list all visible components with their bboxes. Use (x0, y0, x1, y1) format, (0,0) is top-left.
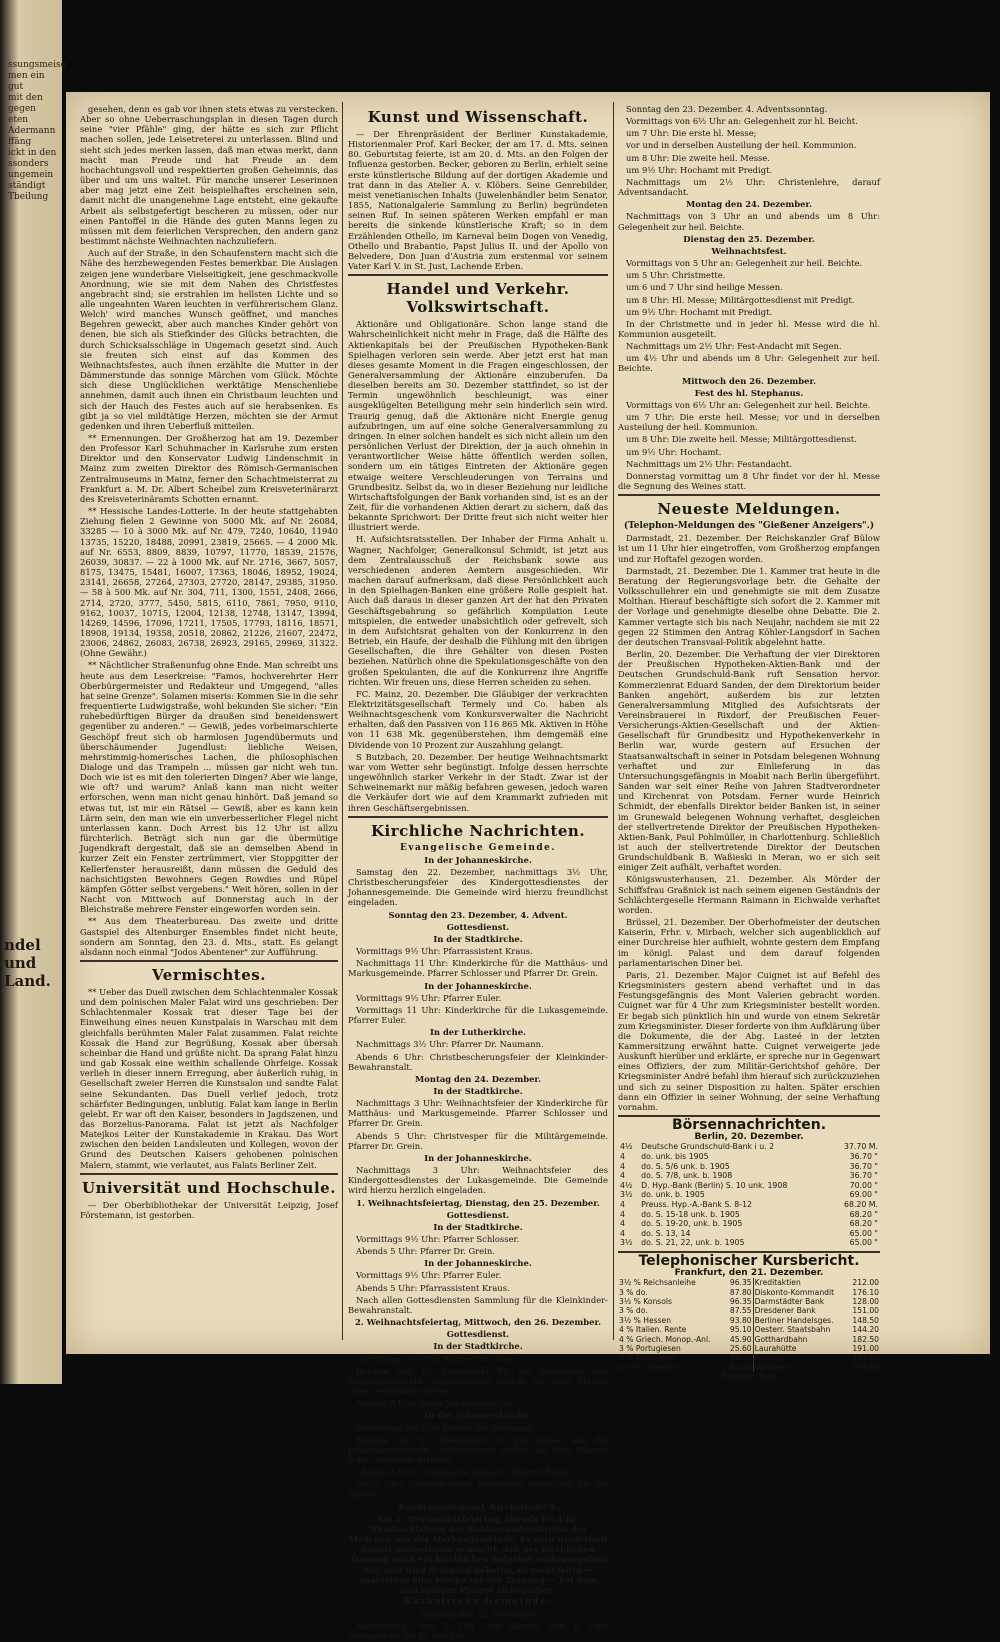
church-line: Beichte und hl. Abendmahl für die Lukas- und die Johannesgemeinde. Anmeldungen vorher bei dem Pfarrer jeder Gemeinde erbeten. (348, 1434, 608, 1465)
boerse-cell: 69.00 " (849, 1190, 878, 1200)
kurs-cell: 87.55 (729, 1306, 752, 1316)
section-rule (348, 274, 608, 276)
church-line: Am 2. Weihnachtsfeiertag, abends 6½ Uhr, Weihnachtsfeier des Konfirmandenvereins der Mädchen aus der Markusgemeinde. Es wird wiederholt darauf aufmerksam gemacht, daß der kirchlichen Trauung auch ein kirchliches Aufgebot vorherzugehen hat, und wird dringend gebeten, es rechtzeitig — spätestens eine Woche vor der Trauung — bei dem zuständigen Pfarrer zu bestellen. (348, 1513, 608, 1595)
church-line: Weihnachtsfest. (711, 245, 787, 256)
boerse-cell: 70.00 " (849, 1180, 878, 1190)
boerse-cell: 68.20 M. (843, 1199, 878, 1209)
church-line: Samstag den 22. Dezember (419, 1609, 537, 1620)
section-subheading-telephon: (Telephon-Meldungen des "Gießener Anzeigers".) (623, 521, 875, 532)
adjacent-page-heading: ndel und Land. (4, 936, 51, 990)
church-line: um 8 Uhr: Die zweite heil. Messe; Militärgottesdienst. (626, 434, 857, 445)
boerse-cell: Preuss. Hyp.-A.-Bank S. 8-12 (641, 1199, 752, 1209)
kurs-cell: 170.80 (852, 1362, 879, 1372)
boerse-cell: 3½ (620, 1190, 633, 1200)
column-right (618, 104, 880, 1382)
church-line: Abends 5 Uhr: Pfarrer Dr. Grein. (356, 1246, 495, 1257)
kurs-cell: 173.60 (852, 1353, 879, 1363)
subheading-katholisch: Katholische Gemeinde. (403, 1597, 553, 1607)
church-line: Vormittags von 6½ Uhr an: Gelegenheit zur heil. Beichte. (626, 399, 871, 410)
kurs-cell: 96.35 (729, 1297, 752, 1307)
church-line: Vormittags von 5 Uhr an: Gelegenheit zur heil. Beichte. (626, 258, 863, 269)
adjacent-page-fragment (0, 0, 66, 1384)
boerse-cell: 68.20 " (849, 1219, 878, 1229)
church-line: Abends 5 Uhr: Liturgische Andacht. Pfarrer Euler. (356, 1467, 570, 1478)
news-item: Paris, 21. Dezember. Major Cuignet ist auf Befehl des Kriegsministers gestern abend verhaftet und in das Festungsgefängnis des Mont Valerien gebracht worden. Cuignet war für 4 Uhr zum Kriegsminister bestellt worden. Er begab sich pünktlich hin und wurde von einem Sekretär zum Kriegsminister. Dieser forderte von ihm Aufklärung über die Dokumente, die der Abg. Lasteé in der letzten Kammersitzung erwähnt hatte. Cuignet verweigerte jede Auskunft hierüber und erklärte, er spreche nur in Gegenwart eines Offiziers, der zum Militär-Gerichtshof gehöre. Der Kriegsminister André befahl ihm hierauf sich zurückzuziehen und sich zu seiner Disposition zu halten. Später erschien dann ein Offizier in seiner Wohnung, der seine Verhaftung vornahm. (618, 969, 880, 1112)
boerse-row (618, 1181, 880, 1191)
kurs-cell: 3 % Portugiesen (619, 1344, 681, 1354)
church-line: Abends 5 Uhr: Pfarrassistent Kraus. (356, 1282, 510, 1293)
kurs-cell: 3½ % Reichsanleihe (619, 1278, 696, 1288)
church-line: Donnerstag vormittag um 8 Uhr findet vor der hl. Messe die Segnung des Weines statt. (618, 470, 880, 491)
church-line: In der Johanneskirche. (424, 1410, 532, 1421)
kurs-cell: Diskonto-Kommandit (753, 1288, 847, 1297)
boerse-cell: 4 (620, 1171, 625, 1181)
kurs-row (618, 1306, 880, 1315)
church-line: Gottesdienst. (446, 1209, 510, 1220)
boerse-cell: 4 (620, 1151, 625, 1161)
church-line: vor und in derselben Austeilung der heil. Kommunion. (626, 140, 857, 151)
fragment-line: ständigt (8, 181, 46, 191)
kurs-row (618, 1344, 880, 1353)
kurs-cell: 151.00 (852, 1306, 879, 1316)
kurs-cell: Bochum (753, 1353, 847, 1362)
article-uni: — Der Oberbibliothekar der Universität Leipzig, Josef Förstemann, ist gestorben. (80, 1199, 338, 1220)
kurs-cell: 45.90 (729, 1334, 752, 1344)
church-line: Nachmittags um 2½ Uhr: Christenlehre, darauf Adventsandacht. (618, 176, 880, 198)
church-line: Nach allen Gottesdiensten besondere Sammlung für die Armen. (348, 1479, 608, 1500)
church-line: In der Johanneskirche. (424, 1258, 532, 1269)
church-line: Vormittags 9½ Uhr: Pfarrer Euler. (356, 1270, 502, 1281)
boerse-cell: do. S. 19-20, unk. b. 1905 (641, 1219, 743, 1229)
church-schedule (348, 855, 608, 1595)
fragment-line: ungemein (8, 170, 54, 180)
church-line: In der Johanneskirche. (424, 1152, 532, 1163)
adjacent-page-text (0, 60, 66, 203)
news-item: Berlin, 20. Dezember. Die Verhaftung der vier Direktoren der Preußischen Hypotheken-Aktien-Bank und der Deutschen Grundschuld-Bank ruft Sensation hervor. Kommerzienrat Eduard Sanden, der dem Direktorium beider Banken angehört, außerdem bis zur letzten Generalversammlung Mitglied des Aufsichtsrats der Vereinsbrauerei in Rixdorf, der Preußischen Feuer-Versicherungs-Aktien-Gesellschaft und der Aktien-Gesellschaft für Grundbesitz und Hypothekenverkehr in Berlin war, wurde gestern auf Ersuchen der Staatsanwaltschaft in seiner in Potsdam belegenen Wohnung verhaftet und zur Einlieferung in das Untersuchungsgefängnis in Moabit nach Berlin übergeführt. Sanden war seit einer Reihe von Jahren Stadtverordneter und Kirchenrat von Potsdam. Ferner wurde Heinrich Schmidt, der ebenfalls Direktor beider Banken ist, in seiner im Grunewald belegenen Wohnung verhaftet, desgleichen der stellvertretende Direktor der Preußischen Hypotheken-Aktien-Bank, Paul Pohlmüller, in Charlottenburg. Schließlich ist auch der stellvertretende Direktor der Deutschen Grundschuldbank B. Waßieski in Meran, wo er sich seit einiger Zeit aufhält, verhaftet worden. (618, 649, 880, 873)
boerse-cell: do. S. 7/8, unk. b. 1908 (641, 1171, 733, 1181)
church-line: In der Johanneskirche. (424, 854, 532, 865)
church-line: In der Stadtkirche. (433, 1341, 523, 1352)
church-line: 1. Weihnachtsfeiertag, Dienstag, den 25. Dezember. (356, 1197, 600, 1208)
section-rule (618, 494, 880, 496)
church-line: um 8 Uhr: Hl. Messe; Militärgottesdienst mit Predigt. (626, 294, 855, 305)
church-line: Konfirmandensaal, Kirchstraße 9. (398, 1501, 558, 1512)
boerse-heading: Börsennachrichten. (671, 1117, 827, 1134)
boerse-cell: D. Hyp.-Bank (Berlin) S. 10 unk. 1908 (641, 1180, 788, 1190)
boerse-row (618, 1142, 880, 1152)
kurs-cell: Berliner Handelsges. (753, 1316, 847, 1325)
fragment-line: gegen (8, 104, 36, 114)
column-rule (613, 102, 614, 1340)
church-line: In der Stadtkirche. (433, 1085, 523, 1096)
kursbericht-heading: Telephonischer Kursbericht. (638, 1252, 860, 1269)
church-line: Beichte und hl. Abendmahl für die Matthäus- und Markusgemeinde. Anmeldungen vorher bei dem Pfarrer jeder Gemeinde erbeten. (348, 1365, 608, 1397)
article-aktionaere: Aktionäre und Obligationäre. Schon lange stand die Wahrscheinlichkeit nicht mehr in Frage, daß die Hälfte des Aktienkapitals bei der Preußischen Hypotheken-Bank Spielhagen verloren sein werde. Aber jetzt erst hat man dieses gesamte Moment in die Fragen eingeschlossen, der Generalversammlung der Aktionäre einzuberufen. Da dieselben bereits am 30. Dezember stattfindet, so ist der Termin ungewöhnlich beschleunigt, was einer ausgeklügelten Beteiligung mehr sein hinderlich sein wird. Traurig genug, daß die Aktionäre nicht Energie genug aufzubringen, um auf eine solche Generalversammlung zu dringen. In einer solchen handelt es sich nicht allein um den persönlichen Verlust der Direktion, der ja auch ohnehin in verantwortlicher Weise hätte öffentlich werden sollen, sondern um ein tätiges Eintreten der Aktionäre gegen etwaige weitere Verschleuderungen von Terrains und Grundbesitz. Selbst da, wo in dieser Beziehung nur leidliche Wirtschaftsfolgungen der Bank vorhanden sind, ist es an der Zeit, für die vorhandenen Aktien derart zu sichern, daß das bekannte Sprichwort: Der Dritte freut sich nicht weiter hier illustriert werde. (348, 319, 608, 533)
kurs-cell: 128.00 (852, 1297, 879, 1307)
column-rule (342, 102, 343, 1340)
church-line: 2. Weihnachtsfeiertag, Mittwoch, den 26. Dezember. (354, 1317, 602, 1328)
news-item: Königswusterhausen, 21. Dezember. Als Mörder der Schiffsfrau Graßnick ist nach seinem eigenen Geständnis der Schlächtergeselle Hermann Raimann in Eichwalde verhaftet worden. (618, 874, 880, 915)
kurs-row (618, 1316, 880, 1325)
church-line: Montag den 24. Dezember. (686, 199, 812, 210)
boerse-cell: 4 (620, 1228, 625, 1238)
fragment-line: Tbeilung (8, 192, 49, 202)
fragment-line: eten (8, 115, 29, 125)
article-theater: ** Aus dem Theaterbureau. Das zweite und dritte Gastspiel des Altenburger Ensembles findet nicht heute, sondern am Sonntag, den 23. d. Mts., statt. Es gelangt alsdann noch einmal "Jodos Abentener" zur Aufführung. (80, 916, 338, 957)
kurs-row (618, 1363, 880, 1372)
kurs-row (618, 1353, 880, 1362)
church-line: um 9½ Uhr: Hochamt mit Predigt. (626, 306, 773, 317)
church-line: Samstag den 22. Dezember, nachmittags 3½ Uhr, Christbescherungsfeier des Kindergottesdienstes der Johannesgemeinde. Die Gemeinde wird hierzu freundlichst eingeladen. (348, 867, 608, 908)
section-heading-handel: Handel und Verkehr. Volkswirtschaft. (386, 280, 570, 317)
boerse-row (618, 1238, 880, 1248)
church-line: um 6 und 7 Uhr sind heilige Messen. (626, 282, 783, 293)
boerse-row (618, 1190, 880, 1200)
tendenz: Tendenz: fest. (721, 1372, 777, 1382)
news-list (618, 533, 880, 1112)
kurs-cell: Laurahütte (753, 1344, 847, 1353)
church-line: In der Lutherkirche. (430, 1027, 526, 1038)
kurs-cell: 3½ % Hessen (619, 1315, 672, 1325)
kurs-row (618, 1335, 880, 1344)
church-line: Dienstag den 25. Dezember. (683, 233, 815, 244)
kurs-cell: Darmstädter Bank (753, 1297, 847, 1306)
boerse-city: Berlin, 20. Dezember. (694, 1132, 804, 1143)
church-line: Fest des hl. Stephanus. (694, 387, 804, 398)
boerse-cell: 36.70 " (849, 1161, 878, 1171)
article-butzbach: S Butzbach, 20. Dezember. Der heutige Weihnachtsmarkt war vom Wetter sehr begünstigt. Infolge dessen herrschte ungewöhnlich starker Verkehr in der Stadt. Zwar ist der Schweinemarkt nur mäßig befahren gewesen, jedoch waren die Verkäufer dort wie auf dem Krammarkt zufrieden mit ihren Geschäftsergebnissen. (348, 751, 608, 813)
section-rule (348, 816, 608, 818)
kurs-cell: Harpener (753, 1363, 847, 1372)
news-item: Brüssel, 21. Dezember. Der Oberhofmeister der deutschen Kaiserin, Frhr. v. Mirbach, welcher sich augenblicklich auf einer Durchreise hier aufhielt, wohnte gestern dem Empfang im königl. Palast und dem darauf folgenden parlamentarischen Diner bei. (618, 917, 880, 968)
kurs-cell: 3½ % Konsols (619, 1297, 672, 1307)
kurs-table (618, 1278, 880, 1372)
boerse-cell: do. S. 21, 22, unk. b. 1905 (641, 1238, 745, 1248)
article-paragraph: Auch auf der Straße, in den Schaufenstern macht sich die Nähe des herzbewegenden Festes bemerkbar. Die Auslagen zeigen jene wunderbare Vielseitigkeit, jene geschmackvolle Anordnung, wie sie mit dem Nahen des Christfestes angebracht sind; sie erstrahlen im hellsten Lichte und so alle ungeahnten Waren leuchten in verführerischem Glanz. Welch' wird manches Wunsch geöffnet, und manches Begehren geweckt, aber auch manches Kinder gehört von denen, bie sich als Stiefkinder des Glücks betrachten, die durch Schicksalsschläge in Ungemach gesetzt sind. Auch sie freuten sich einst auf das Kommen des Weihnachtsfestes, auch ihnen erzählte die Mutter in der Dämmerstunde das sonnige Märchen vom Glück. Möchte sich diese Unglücklichen werktätige Menschenliebe annehmen, damit auch ihnen ein Christbaum leuchten und sich der Hauch des Festes auch auf sie herabsenken. Es gibt ja so viel mildtätige Herzen, möchten sie der Armut gedenken und ihren Ueberfluß mitteilen. (80, 248, 338, 431)
kurs-row (618, 1325, 880, 1334)
section-rule (80, 1173, 338, 1175)
kurs-cell: 93.80 (729, 1315, 752, 1325)
column-left (80, 104, 338, 1344)
boerse-cell: 36.70 " (849, 1151, 878, 1161)
kurs-cell: 86.40 (729, 1362, 752, 1372)
fragment-line: ickt in den (8, 148, 57, 158)
news-item: Darmstadt, 21. Dezember. Der Reichskanzler Graf Bülow ist um 11 Uhr hier eingetroffen, vom Großherzog empfangen und zur Hoftafel gezogen worden. (618, 533, 880, 564)
article-becker: — Der Ehrenpräsident der Berliner Kunstakademie, Historienmaler Prof. Karl Becker, der am 17. d. Mts. seinen 80. Geburtstag feierte, ist am 20. d. Mts. an den Folgen der Influenza gestorben. Becker, geboren zu Berlin, erhielt seine erste künstlerische Bildung auf der dortigen Akademie und trat dann in das Atelier A. v. Klöbers. Seine Genrebilder, meist venetianischen Inhalts (Juwelenhändler beim Senator, 1855, Nationalgalerie Sammlung zu Berlin) begründeten seinen Ruf. In seinen späteren Werken empfahl er man bereits die sinkende künstlerische Kraft; so in dem Erzählenden Othello, im Karneval beim Dogen von Venedig, Othello und Brabantio, Papst Julius II. und der Apollo von Belvedere, Don Juan d'Austria zum erstenmal vor seinem Vater Karl V. in St. Just, Lachende Erben. (348, 129, 608, 272)
church-line: Vormittags 9½ Uhr: Pfarrer Dr. Grein. (356, 1353, 518, 1364)
boerse-cell: 68.20 " (849, 1209, 878, 1219)
column-middle (348, 104, 608, 1642)
article-aufsichtsrat: H. Aufsichtsratsstellen. Der Inhaber der Firma Anhalt u. Wagner, Nachfolger, Generalkonsul Schmidt, ist jetzt aus dem Zentralausschuß der Reichsbank sowie aus verschiedenen anderen Aemtern ausgeschieden. Wir machen darauf aufmerksam, daß diese Persönlichkeit auch in den Spielhagen-Banken eine größere Rolle gespielt hat. Auch daß daraus in dieser ganzen Art der hat den Privaten Geschäftsgebahrung so gefährlich Kompilation Leute mitspielen, die entweder unabsichtlich oder gefrevelt, sich in dem Aufsichtsrat gehalten von der Konkurrenz in den Betrieb, ein Haufe, der deshalb die Fühlung mit den übrigen Gesellschaften, die ihre Gehälter von diesen Posten beziehen. Natürlich ohne die Spekulationsgeschäfte von den großen Spekulanten, die auf die Konkurrenz ihre Angriffe richten. Wir freuen uns, diese Herren scheiden zu sehen. (348, 534, 608, 687)
section-heading-kirchlich: Kirchliche Nachrichten. (370, 821, 586, 840)
church-line: Gottesdienst. (446, 921, 510, 932)
church-line: Vormittags 9½ Uhr: Pfarrer Euler. (356, 992, 502, 1003)
boerse-cell: 37.70 M. (843, 1142, 878, 1152)
kurs-cell: Kreditaktien (753, 1278, 847, 1287)
church-line: um 7 Uhr: Die erste hl. Messe; (626, 128, 757, 139)
article-duell: ** Ueber das Duell zwischen dem Schlachtenmaler Kossak und dem polnischen Maler Falat wird uns geschrieben: Der Schlachtenmaler Kossak trat dieser Tage bei der Einweihung eines neuen Kunstpalais in Warschau mit dem gleichfalls berühmten Maler Falat zusammen. Falat reichte Kossak die Hand zur Begrüßung, Kossak aber übersah scheinbar die Hand und grüßte nicht. Da sprang Falat hinzu und gab Kossak eine weithin schallende Ohrfeige. Kossak verlieh in dieser innern Erregung, aber äußerlich ruhig, in Gesellschaft zweier Herren die Kunstsalon und sandte Falat seine Sekundanten. Das Duell verlief jedoch, trotz schärfster Bedingungen, unblutig. Falat kam lange in Berlin gelebt. Er war oft den Kaiser, besonders in Jagdszenen, und das Borzelius-Panorama. Falat ist jetzt als Nachfolger Matejkos Leiter der Kunstakademie in Krakau. Das Wort zwischen den beiden Landsleuten und Kollegen, wovon der Grund des Deutschen Kaisers gehobenen polnischen Malern, stammt, wie verlautet, aus Falats Berliner Zeit. (80, 986, 338, 1170)
church-line: Nachmittags 3 Uhr: Weihnachtsfeier der Kinderkirche für Matthäus- und Markusgemeinde. Pfarrer Schlosser und Pfarrer Dr. Grein. (348, 1098, 608, 1129)
boerse-cell: 65.00 " (849, 1238, 878, 1248)
news-item: Darmstadt, 21. Dezember. Die 1. Kammer trat heute in die Beratung der Regierungsvorlage betr. die Gehalte der Volksschullehrer ein und genehmigte sie mit dem Zusatze Molthan. Hierauf beschäftigte sich sofort die 2. Kammer mit der Vorlage und genehmigte dieselbe ohne Debatte. Die 2. Kammer vertagte sich bis nach Neujahr, nachdem sie mit 22 gegen 22 Stimmen den Antrag Köhler-Langsdorf in Sachen der deutschen Transvaal-Politik abgelehnt hatte. (618, 565, 880, 647)
church-line: Nachmittags um 2½ Uhr: Festandacht. (626, 458, 792, 469)
kurs-cell: 176.10 (852, 1287, 879, 1297)
boerse-cell: do. unk. b. 1905 (641, 1190, 705, 1200)
kurs-cell: 95.10 (729, 1325, 752, 1335)
article-ernennungen: ** Ernennungen. Der Großherzog hat am 19. Dezember den Professor Karl Schuhmacher in Karlsruhe zum ersten Direktor und den Konservator Ludwig Lindenschmit in Mainz zum zweiten Direktor des Römisch-Germanischen Zentralmuseums in Mainz, ferner den Schachtmeisterrat zu Frankfurt a. M. Dr. Albert Scheibel zum Kreisveterinärarzt des Kreisveterinäramts Schotten ernannt. (80, 433, 338, 504)
fragment-line: ffäng (8, 137, 32, 147)
kurs-cell: 4 % Griech. Monop.-Anl. (619, 1334, 711, 1344)
kurs-cell: 4½ % Chinesen (619, 1362, 679, 1372)
church-line: Nachmittags von 3 Uhr an und abends um 8 Uhr: Gelegenheit zur heil. Beichte. (618, 211, 880, 232)
article-lotterie: ** Hessische Landes-Lotterie. In der heute stattgehabten Ziehung fielen 2 Gewinne von 5000 Mk. auf Nr. 26084, 33285 — 10 à 3000 Mk. auf Nr. 479, 7240, 10640, 11940 13735, 15220, 18488, 20991, 23819, 25665. — 4 2000 Mk. auf Nr. 6553, 8809, 8839, 10797, 11770, 18539, 21576, 26039, 30837. — 22 à 1000 Mk. auf Nr. 2716, 3667, 5057, 8175, 13475, 15481, 16007, 17363, 18046, 18952, 19024, 23141, 26658, 27264, 27303, 27720, 28147, 29385, 31950. — 58 à 500 Mk. auf Nr. 304, 711, 1300, 1551, 2408, 2666, 2714, 2720, 3777, 5450, 5815, 6110, 7861, 7950, 9110, 9162, 10037, 10715, 12004, 12138, 12748, 13147, 13994, 14269, 14596, 17096, 17211, 17505, 17793, 18116, 18571, 18908, 19134, 19358, 20518, 20862, 21226, 21607, 22472, 23006, 24862, 26083, 26738, 26923, 29165, 29969, 31322. (Ohne Gewähr.) (80, 506, 338, 659)
church-line: um 4½ Uhr und abends um 8 Uhr: Gelegenheit zur heil. Beichte. (618, 353, 880, 374)
boerse-cell: Deutsche Grundschuld-Bank i u. 2 (641, 1142, 775, 1152)
church-line: um 5 Uhr: Christmette. (626, 270, 726, 281)
kurs-cell: 87.80 (729, 1287, 752, 1297)
article-strassenunfug: ** Nächtlicher Straßenunfug ohne Ende. Man schreibt uns heute aus dem Leserkreise: "Famos, hochverehrter Herr Oberbürgermeister und Redakteur und Umgegend, "alles hat seine Grenze". Solamen miseris: Kommen Sie in die sehr frequentierte Ludwigstraße, wohl bekunden Sie sicher: "Ein ruhebedürftigen Bürger da draußen sind beneidenswert gegenüber zu anderen." — Gewiß, jedes vorbeimarschierte Geschöpf freut sich ob harmlosen Jugendübermuts und überschäumender Jugendlust: liebliche Weisen, mehrstimmig-homerisches Lachen, die philosophischen Dialoge und das Trampeln ... müssen gar nicht weh tun. Doch wie ist es mit den tolerierten Dingen? Aber wie lange, wie oft? und warum? Anlaß kann man nicht weiter erforschen, wenn man nicht genau hinhört. Daß jemand so etwas tut, ist mir ein Rätsel — Gewiß, aber es kann kein Lärm sein, den man wie ein unverbesserlicher Flegel nicht unterlassen kann. Doch Arrest bis 12 Uhr ist allzu fürchterlich. Beträgt sich nun gar die übermütige Jugendkraft dergestalt, daß sie an demselben Abend in kurzer Zeit ein Fenster zertrümmert, vier Stoppgitter der Kellerfenster herausreißt, dann müssen die Geduld des nachsichtigsten Bewohners Gegen Rowdies und Rüpel kämpfen Götter selbst vergebens." Weit hören, sollen in der Nacht von Mittwoch auf Donnerstag auch in der Bleichstraße mehrere Fenster eingeworfen worden sein. (80, 660, 338, 915)
church-line: Sonntag den 23. Dezember. 4. Adventssonntag. (626, 104, 828, 114)
boerse-cell: 4½ (620, 1142, 633, 1152)
church-line: um 8 Uhr: Die zweite heil. Messe. (626, 152, 770, 163)
fragment-line: Adermann (8, 126, 56, 136)
boerse-cell: do. S. 13, 14 (641, 1228, 691, 1238)
boerse-cell: 4 (620, 1161, 625, 1171)
church-line: In der Johanneskirche. (424, 980, 532, 991)
kurs-cell: 3 % do. (619, 1287, 648, 1297)
kurs-row (618, 1297, 880, 1306)
church-line: In der Stadtkirche. (433, 933, 523, 944)
fragment-line: gut (8, 82, 24, 92)
boerse-row (618, 1171, 880, 1181)
church-line: Nachmittags 11 Uhr: Kinderkirche für die Matthäus- und Markusgemeinde. Pfarrer Schlosser und Pfarrer Dr. Grein. (348, 958, 608, 979)
boerse-cell: 65.00 " (849, 1228, 878, 1238)
boerse-cell: 36.70 " (849, 1171, 878, 1181)
church-line: Vormittags 9½ Uhr: Pfarrer Dr. Naumann. (356, 1422, 536, 1433)
boerse-row (618, 1210, 880, 1220)
kurs-cell: 96.35 (729, 1278, 752, 1288)
kurs-cell: 212.00 (852, 1278, 879, 1288)
church-line: Vormittags 11 Uhr: Kinderkirche für die Lukasgemeinde. Pfarrer Euler. (348, 1004, 608, 1026)
church-line: Nachmittags um 2½ Uhr: Fest-Andacht mit Segen. (626, 341, 842, 352)
church-line: Abends 5 Uhr: Siehe Johanneskirche. (356, 1398, 515, 1409)
church-line: Abends 6 Uhr: Christbescherungsfeier der Kleinkinder-Bewahranstalt. (348, 1051, 608, 1072)
church-line: Mittwoch den 26. Dezember. (681, 375, 817, 386)
boerse-row (618, 1229, 880, 1239)
church-line: In der Stadtkirche. (433, 1221, 523, 1232)
kurs-cell: 25.60 (729, 1344, 752, 1354)
church-line: Gottesdienst. (446, 1329, 510, 1340)
subheading-evangelisch: Evangelische Gemeinde. (399, 842, 557, 853)
kurs-row (618, 1288, 880, 1297)
boerse-table (618, 1142, 880, 1248)
kurs-cell: 144.20 (852, 1325, 879, 1335)
church-line: Abends 5 Uhr: Christvesper für die Militärgemeinde. Pfarrer Dr. Grein. (348, 1130, 608, 1151)
fragment-line: ssungsmeise (8, 60, 66, 70)
church-line: Sonntag den 23. Dezember, 4. Advent. (388, 909, 568, 920)
section-heading-kunst: Kunst und Wissenschaft. (367, 108, 589, 126)
kurs-cell: 29.30 (729, 1353, 752, 1363)
section-heading-neueste: Neueste Meldungen. (657, 500, 841, 519)
church-line: Vormittags 9½ Uhr: Pfarrer Schlosser. (356, 1234, 520, 1244)
kurs-cell: 3 % do. (619, 1306, 648, 1316)
fragment-line: men ein (8, 71, 45, 81)
church-line: um 9½ Uhr: Hochamt. (626, 446, 722, 457)
boerse-cell: do. S. 5/6 unk. b. 1905 (641, 1161, 730, 1171)
boerse-row (618, 1152, 880, 1162)
boerse-cell: 4 (620, 1219, 625, 1229)
church-line: Vormittags 9½ Uhr: Pfarrassistent Kraus. (356, 946, 533, 957)
boerse-cell: 4½ (620, 1180, 633, 1190)
boerse-cell: do. S. 15-18 unk. b. 1905 (641, 1209, 740, 1219)
church-line: In der Christmette und in jeder hl. Messe wird die hl. Kommunion ausgeteilt. (618, 318, 880, 339)
church-line: um 7 Uhr: Die erste heil. Messe; vor und in derselben Austeilung der heil. Kommunion. (618, 412, 880, 433)
church-line: Vormittags von 6½ Uhr an: Gelegenheit zur hl. Beicht. (626, 116, 858, 127)
kurs-row (618, 1278, 880, 1287)
section-heading-universitaet: Universität und Hochschule. (82, 1178, 336, 1197)
kurs-cell: 4 % Italien. Rente (619, 1325, 687, 1335)
church-line: Nach allen Gottesdiensten Sammlung für die Kleinkinder-Bewahranstalt. (348, 1294, 608, 1315)
article-paragraph: gesehen, denn es gab vor ihnen stets etwas zu verstecken. Aber so ohne Ueberraschungsplan in diesen Tagen durch seine "vier Pfähle" ging, der hätte es sich zur Pflicht machen sollen, jede Leisetreterei zu unterlassen. Blind und sieht sich jedes merken lassen, daß man etwas merkt, dann macht man Freude und hat Freude an dem hochachtungsvoll und respektierten großen Geheimnis, das über und um uns waltet. Für manche unserer Leserinnen aber mag jetzt eine Zeit beispielhaftes erscheinen sein, damit nicht die unangenehme Lage entsteht, eine gekaufte Arbeit als selbstgefertigt bescheren zu müssen, oder nur einen Pantoffel in die Hände des guten Manns legen zu müssen mit dem feierlichen Versprechen, den andern ganz bestimmt nächste Weihnachten nachzuliefern. (80, 104, 338, 247)
church-line: Nachmittags von 3 Uhr und abends von 8 Uhr: Gelegenheit zur hl. Beichte. (348, 1621, 608, 1642)
kurs-cell: Dresdener Bank (753, 1306, 847, 1315)
newspaper-page (66, 92, 990, 1642)
kurs-cell: 182.50 (852, 1334, 879, 1344)
boerse-row (618, 1219, 880, 1229)
boerse-cell: 4 (620, 1199, 625, 1209)
church-line: Nachmittags 3½ Uhr: Pfarrer Dr. Naumann. (356, 1039, 544, 1050)
kurs-cell: Gotthardbahn (753, 1335, 847, 1344)
kurs-cell: 191.00 (852, 1344, 879, 1354)
catholic-schedule (618, 104, 880, 491)
kurs-cell: Oesterr. Staatsbahn (753, 1325, 847, 1334)
section-rule (80, 960, 338, 962)
kurs-cell: 148.50 (852, 1315, 879, 1325)
boerse-row (618, 1162, 880, 1172)
church-line: um 9½ Uhr: Hochamt mit Predigt. (626, 164, 773, 175)
boerse-cell: do. unk. bis 1905 (641, 1151, 709, 1161)
fragment-line: mit den (8, 93, 43, 103)
kurs-cell: 3 % Mexikaner (619, 1353, 676, 1363)
section-heading-vermischtes: Vermischtes. (152, 965, 266, 984)
fragment-line: ssonders (8, 159, 49, 169)
article-mainz: FC. Mainz, 20. Dezember. Die Gläubiger der verkrachten Elektrizitätsgesellschaft Termely und Co. haben als Weihnachtsgeschenk vom Konkursverwalter die Nachricht erhalten, daß den Passiven von 116 865 Mk. Aktiven in Höhe von 11 638 Mk. gegenüberstehen, ihm demgemäß eine Dividende von 10 Prozent zur Auszahlung gelangt. (348, 688, 608, 750)
boerse-cell: 3½ (620, 1238, 633, 1248)
church-line: Montag den 24. Dezember. (415, 1073, 541, 1084)
kursbericht-city: Frankfurt, den 21. Dezember. (674, 1268, 824, 1279)
boerse-row (618, 1200, 880, 1210)
church-line: Nachmittags 3 Uhr: Weihnachtsfeier des Kindergottesdienstes der Lukasgemeinde. Die Gemeinde wird hierzu herzlich eingeladen. (348, 1165, 608, 1196)
boerse-cell: 4 (620, 1209, 625, 1219)
